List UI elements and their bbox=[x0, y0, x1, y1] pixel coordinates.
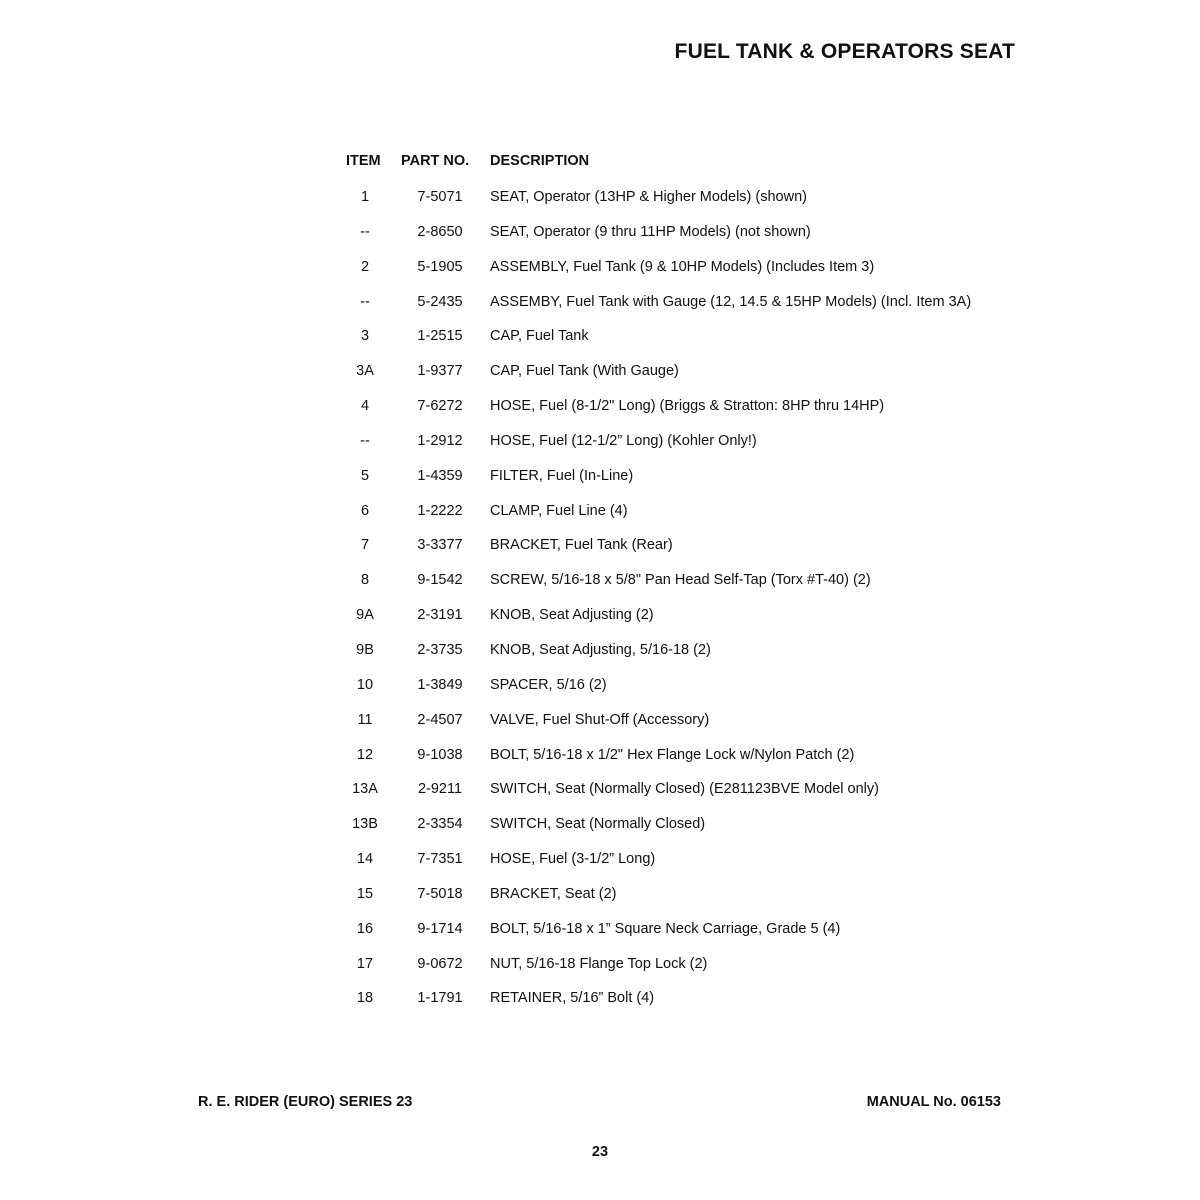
description-cell: CAP, Fuel Tank (With Gauge) bbox=[490, 363, 679, 380]
description-cell: HOSE, Fuel (8-1/2" Long) (Briggs & Stratton: 8HP thru 14HP) bbox=[490, 398, 885, 415]
item-cell: 2 bbox=[360, 258, 370, 275]
table-row bbox=[340, 953, 1060, 988]
description-cell: NUT, 5/16-18 Flange Top Lock (2) bbox=[490, 955, 708, 972]
part-number-cell: 2-3735 bbox=[417, 641, 463, 658]
table-row bbox=[340, 465, 1060, 500]
part-number-cell: 2-9211 bbox=[417, 781, 463, 798]
table-row bbox=[340, 569, 1060, 604]
table-row bbox=[340, 848, 1060, 883]
page-number: 23 bbox=[591, 1144, 609, 1160]
table-row bbox=[340, 325, 1060, 360]
description-cell: SWITCH, Seat (Normally Closed) (E281123BVE Model only) bbox=[490, 781, 879, 798]
part-number-cell: 1-9377 bbox=[417, 363, 463, 380]
item-cell: 6 bbox=[360, 502, 370, 519]
table-row bbox=[340, 395, 1060, 430]
part-number-cell: 7-7351 bbox=[417, 851, 463, 868]
item-cell: -- bbox=[360, 223, 370, 240]
table-row bbox=[340, 987, 1060, 1022]
description-cell: VALVE, Fuel Shut-Off (Accessory) bbox=[490, 711, 710, 728]
part-number-cell: 5-2435 bbox=[417, 293, 463, 310]
description-cell: ASSEMBLY, Fuel Tank (9 & 10HP Models) (Includes Item 3) bbox=[490, 258, 875, 275]
part-number-cell: 2-8650 bbox=[417, 223, 463, 240]
part-number-cell: 9-0672 bbox=[417, 955, 463, 972]
item-cell: 13B bbox=[352, 816, 378, 833]
table-row bbox=[340, 604, 1060, 639]
item-cell: 10 bbox=[356, 676, 374, 693]
part-number-cell: 7-6272 bbox=[417, 398, 463, 415]
table-row bbox=[340, 709, 1060, 744]
description-cell: BRACKET, Seat (2) bbox=[490, 885, 617, 902]
item-cell: 8 bbox=[360, 572, 370, 589]
description-cell: CLAMP, Fuel Line (4) bbox=[490, 502, 628, 519]
part-number-cell: 2-4507 bbox=[417, 711, 463, 728]
item-cell: 3A bbox=[356, 363, 374, 380]
item-cell: 1 bbox=[360, 189, 370, 205]
description-cell: BRACKET, Fuel Tank (Rear) bbox=[490, 537, 673, 554]
table-row bbox=[340, 500, 1060, 535]
part-number-cell: 3-3377 bbox=[417, 537, 463, 554]
header-item: ITEM bbox=[346, 153, 381, 169]
part-number-cell: 7-5071 bbox=[417, 189, 463, 205]
table-row bbox=[340, 744, 1060, 779]
description-cell: HOSE, Fuel (3-1/2” Long) bbox=[490, 851, 656, 868]
part-number-cell: 1-2515 bbox=[417, 328, 463, 345]
item-cell: 9A bbox=[356, 607, 374, 624]
table-row bbox=[340, 639, 1060, 674]
footer-manual-number: MANUAL No. 06153 bbox=[866, 1094, 1001, 1110]
description-cell: BOLT, 5/16-18 x 1/2" Hex Flange Lock w/Nylon Patch (2) bbox=[490, 746, 855, 763]
part-number-cell: 9-1542 bbox=[417, 572, 463, 589]
table-row bbox=[340, 778, 1060, 813]
description-cell: SPACER, 5/16 (2) bbox=[490, 676, 607, 693]
item-cell: 12 bbox=[356, 746, 374, 763]
part-number-cell: 1-1791 bbox=[417, 990, 463, 1007]
part-number-cell: 1-2912 bbox=[417, 432, 463, 449]
table-row bbox=[340, 221, 1060, 256]
part-number-cell: 9-1038 bbox=[417, 746, 463, 763]
parts-table bbox=[340, 150, 1060, 1022]
description-cell: CAP, Fuel Tank bbox=[490, 328, 589, 345]
part-number-cell: 1-4359 bbox=[417, 467, 463, 484]
table-header-row bbox=[340, 150, 1060, 186]
item-cell: 4 bbox=[360, 398, 370, 415]
item-cell: 7 bbox=[360, 537, 370, 554]
part-number-cell: 1-3849 bbox=[417, 676, 463, 693]
item-cell: 16 bbox=[356, 920, 374, 937]
part-number-cell: 5-1905 bbox=[417, 258, 463, 275]
part-number-cell: 2-3354 bbox=[417, 816, 463, 833]
description-cell: SCREW, 5/16-18 x 5/8" Pan Head Self-Tap (Torx #T-40) (2) bbox=[490, 572, 871, 589]
page-title: FUEL TANK & OPERATORS SEAT bbox=[674, 40, 1015, 63]
description-cell: BOLT, 5/16-18 x 1” Square Neck Carriage, Grade 5 (4) bbox=[490, 920, 841, 937]
table-row bbox=[340, 186, 1060, 221]
part-number-cell: 2-3191 bbox=[417, 607, 463, 624]
item-cell: -- bbox=[360, 293, 370, 310]
table-row bbox=[340, 360, 1060, 395]
item-cell: 13A bbox=[352, 781, 378, 798]
table-row bbox=[340, 883, 1060, 918]
part-number-cell: 9-1714 bbox=[417, 920, 463, 937]
table-row bbox=[340, 291, 1060, 326]
item-cell: 14 bbox=[356, 851, 374, 868]
header-description: DESCRIPTION bbox=[490, 153, 590, 169]
description-cell: FILTER, Fuel (In-Line) bbox=[490, 467, 634, 484]
item-cell: -- bbox=[360, 432, 370, 449]
table-row bbox=[340, 430, 1060, 465]
item-cell: 9B bbox=[356, 641, 374, 658]
table-row bbox=[340, 674, 1060, 709]
description-cell: SEAT, Operator (13HP & Higher Models) (shown) bbox=[490, 189, 807, 205]
description-cell: KNOB, Seat Adjusting (2) bbox=[490, 607, 654, 624]
table-row bbox=[340, 918, 1060, 953]
description-cell: SWITCH, Seat (Normally Closed) bbox=[490, 816, 706, 833]
description-cell: ASSEMBY, Fuel Tank with Gauge (12, 14.5 & 15HP Models) (Incl. Item 3A) bbox=[490, 293, 972, 310]
item-cell: 3 bbox=[360, 328, 370, 345]
table-row bbox=[340, 813, 1060, 848]
description-cell: HOSE, Fuel (12-1/2” Long) (Kohler Only!) bbox=[490, 432, 757, 449]
description-cell: RETAINER, 5/16” Bolt (4) bbox=[490, 990, 655, 1007]
item-cell: 17 bbox=[356, 955, 374, 972]
part-number-cell: 1-2222 bbox=[417, 502, 463, 519]
item-cell: 5 bbox=[360, 467, 370, 484]
footer-series: R. E. RIDER (EURO) SERIES 23 bbox=[198, 1094, 413, 1110]
item-cell: 15 bbox=[356, 885, 374, 902]
table-row bbox=[340, 534, 1060, 569]
table-row bbox=[340, 256, 1060, 291]
header-part-no: PART NO. bbox=[401, 153, 470, 169]
description-cell: KNOB, Seat Adjusting, 5/16-18 (2) bbox=[490, 641, 711, 658]
table-body bbox=[340, 186, 1060, 1022]
description-cell: SEAT, Operator (9 thru 11HP Models) (not shown) bbox=[490, 223, 811, 240]
item-cell: 11 bbox=[357, 711, 373, 728]
part-number-cell: 7-5018 bbox=[417, 885, 463, 902]
item-cell: 18 bbox=[356, 990, 374, 1007]
